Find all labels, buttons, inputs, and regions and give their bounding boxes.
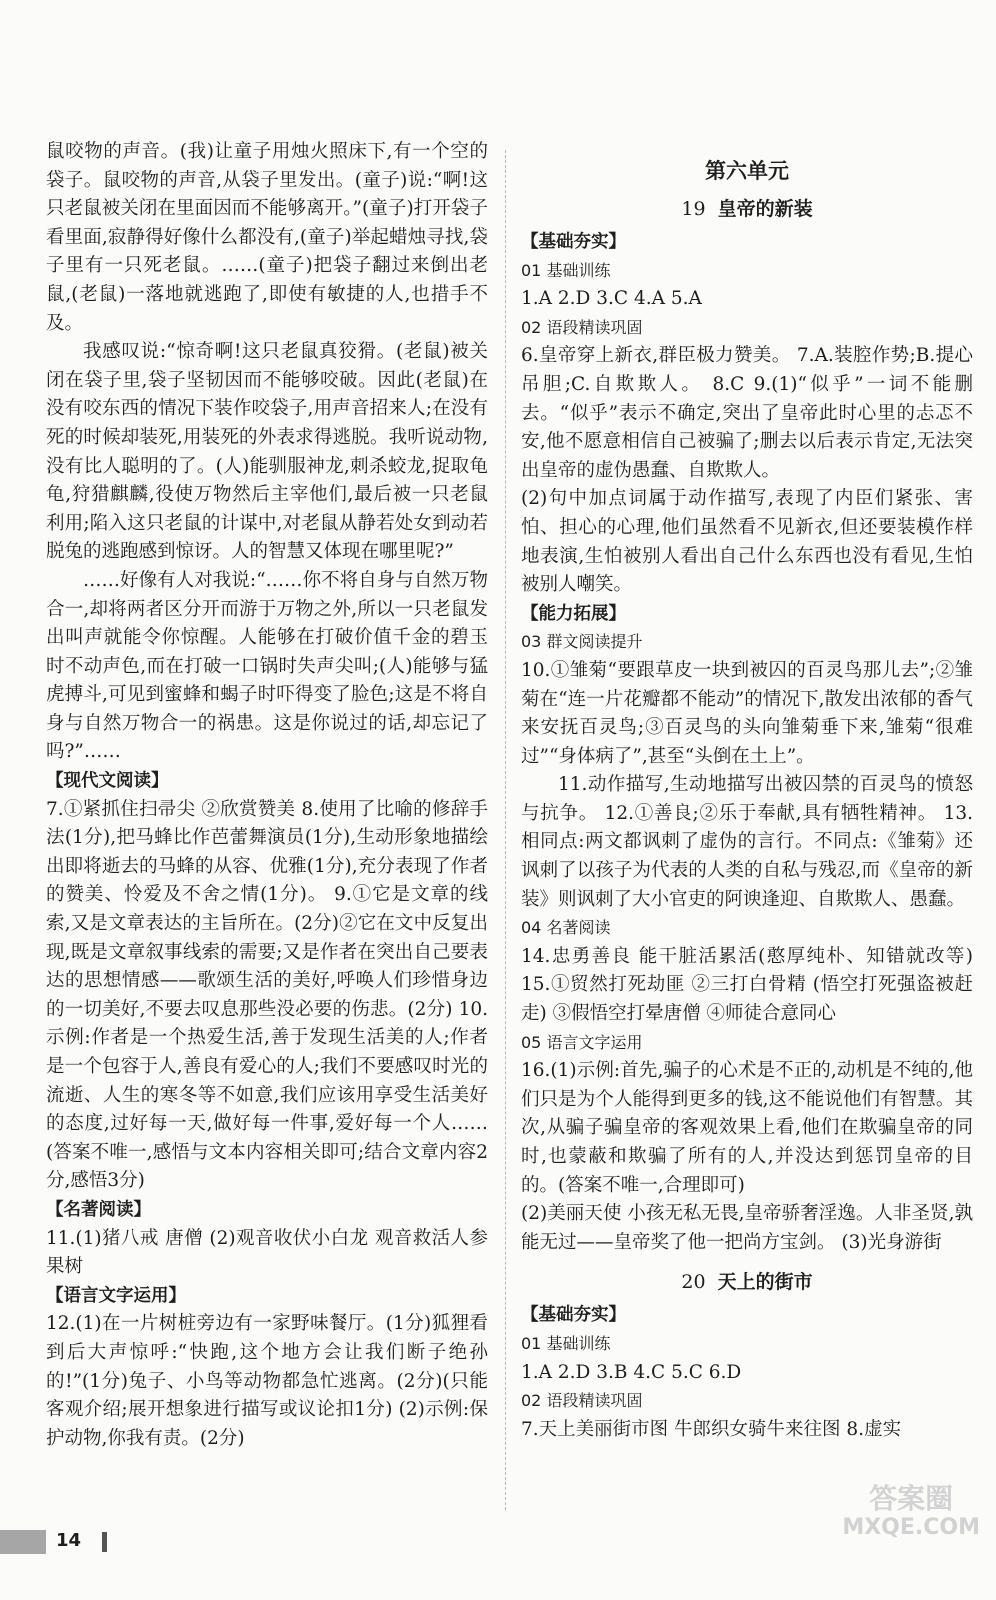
answer-paragraph: 1.A 2.D 3.C 4.A 5.A [521,288,702,310]
section-header-modern-reading: 【现代文阅读】 [46,771,169,792]
lesson-19-number: 19 [681,198,706,220]
lesson-19-content [521,228,973,1257]
section-header-classics-reading: 【名著阅读】 [46,1199,151,1220]
watermark-line-2: MXQE.COM [842,1515,980,1540]
answer-paragraph: 7.天上美丽街市图 牛郎织女骑牛来往图 8.虚实 [521,1418,902,1440]
answer-paragraph: 6.皇帝穿上新衣,群臣极力赞美。 7.A.装腔作势;B.提心吊胆;C.自欺欺人。 8.C 9.(1)“似乎”一词不能删去。“似乎”表示不确定,突出了皇帝此时心里的忐忑不安,他不愿意相信自己被骗了;删去以后表示肯定,无法突出皇帝的虚伪愚蠢、自欺欺人。 [521,345,973,481]
column-divider [505,150,506,1510]
left-column [46,138,488,1453]
watermark-logo [842,1482,980,1540]
section-header: 【基础夯实】 [521,232,626,252]
answer-paragraph: 14.忠勇善良 能干脏活累活(憨厚纯朴、知错就改等) 15.①贸然打死劫匪 ②三打白骨精 (悟空打死强盗被赶走) ③假悟空打晕唐僧 ④师徒合意同心 [521,945,973,1025]
paragraph-translation-2: 我感叹说:“惊奇啊!这只老鼠真狡猾。(老鼠)被关闭在袋子里,袋子坚韧因而不能够咬破。因此(老鼠)在没有咬东西的情况下装作咬袋子,用声音招来人;在没有死的时候却装死,用装死的外表求得逃脱。我听说动物,没有比人聪明的了。(人)能驯服神龙,刺杀蛟龙,捉取龟龟,狩猎麒麟,役使万物然后主宰他们,最后被一只老鼠利用;陷入这只老鼠的计谋中,对老鼠从静若处女到动若脱兔的逃跑感到惊讶。人的智慧又体现在哪里呢?” [46,341,488,563]
answer-paragraph: 10.①雏菊“要跟草皮一块到被囚的百灵鸟那儿去”;②雏菊在“连一片花瓣都不能动”的情况下,散发出浓郁的香气来安抚百灵鸟;③百灵鸟的头向雏菊垂下来,雏菊“很难过”“身体病了”,甚至“头倒在土上”。 [521,659,973,767]
lesson-20-content [521,1301,973,1444]
lesson-19-heading [521,192,973,226]
unit-title: 第六单元 [705,159,789,183]
answer-paragraph: (2)句中加点词属于动作描写,表现了内臣们紧张、害怕、担心的心理,他们虽然看不见新衣,但还要装模作样地表演,生怕被别人看出自己什么东西也没有看见,生怕被别人嘲笑。 [521,488,973,596]
lesson-20-number: 20 [681,1271,706,1294]
paragraph-translation-1: 鼠咬物的声音。(我)让童子用烛火照床下,有一个空的袋子。鼠咬物的声音,从袋子里发出。(童子)说:“啊!这只老鼠被关闭在里面因而不能够离开。”(童子)打开袋子看里面,寂静得好像什么都没有,(童子)举起蜡烛寻找,袋子里有一只死老鼠。……(童子)把袋子翻过来倒出老鼠,(老鼠)一落地就逃跑了,即使有敏捷的人,也措手不及。 [46,141,488,334]
lesson-20-heading [521,1265,973,1299]
page-number: 14 [56,1530,82,1551]
subsection-header: 02 语段精读巩固 [521,1391,643,1411]
lesson-19-title: 皇帝的新装 [717,198,813,220]
answer-paragraph: (2)美丽天使 小孩无私无畏,皇帝骄奢淫逸。人非圣贤,孰能无过——皇帝奖了他一把尚方宝剑。 (3)光身游街 [521,1203,973,1253]
section-header: 【基础夯实】 [521,1305,626,1326]
subsection-header: 02 语段精读巩固 [521,317,643,337]
answers-classics-reading: 11.(1)猪八戒 唐僧 (2)观音收伏小白龙 观音救活人参果树 [46,1227,488,1278]
subsection-header: 04 名著阅读 [521,918,611,938]
section-header-language-use: 【语言文字运用】 [46,1285,186,1306]
answers-language-use: 12.(1)在一片树桩旁边有一家野味餐厅。(1分)狐狸看到后大声惊呼:“快跑,这个地方会让我们断子绝孙的!”(1分)兔子、小鸟等动物都急忙逃离。(2分)(只能客观介绍;展开想象进行描写或议论扣1分) (2)示例:保护动物,你我有责。(2分) [46,1313,488,1449]
subsection-header: 01 基础训练 [521,260,611,280]
lesson-20-title: 天上的街市 [717,1271,813,1294]
answers-modern-reading: 7.①紧抓住扫帚尖 ②欣赏赞美 8.使用了比喻的修辞手法(1分),把马蜂比作芭蕾舞演员(1分),生动形象地描绘出即将逝去的马蜂的从容、优雅(1分),充分表现了作者的赞美、怜爱及不舍之情(1分)。 9.①它是文章的线索,又是文章表达的主旨所在。(2分)②它在文中反复出现,既是文章叙事线索的需要;又是作者在突出自己要表达的思想情感——歌颂生活的美好,呼唤人们珍惜身边的一切美好,不要去叹息那些没必要的伤悲。(2分) 10.示例:作者是一个热爱生活,善于发现生活美的人;作者是一个包容于人,善良有爱心的人;我们不要感叹时光的流逝、人生的寒冬等不如意,我们应该用享受生活美好的态度,过好每一天,做好每一件事,爱好每一个人……(答案不唯一,感悟与文本内容相关即可;结合文章内容2分,感悟3分) [46,798,488,1192]
watermark-line-1: 答案圈 [869,1482,954,1515]
paragraph-translation-3: ……好像有人对我说:“……你不将自身与自然万物合一,却将两者区分开而游于万物之外,所以一只老鼠发出叫声就能令你惊醒。人能够在打破价值千金的碧玉时不动声色,而在打破一口锅时失声尖叫;(人)能够与猛虎搏斗,可见到蜜蜂和蝎子时吓得变了脸色;这是不将自身与自然万物合一的祸患。这是你说过的话,却忘记了吗?”…… [46,569,488,763]
footer-mark [102,1532,107,1552]
right-column [521,138,973,1444]
answer-paragraph: 16.(1)示例:首先,骗子的心术是不正的,动机是不纯的,他们只是为个人能得到更多的钱,这不能说他们有智慧。其次,从骗子骗皇帝的客观效果上看,他们在欺骗皇帝的同时,也蒙蔽和欺骗了所有的人,并没达到惩罚皇帝的目的。(答案不唯一,合理即可) [521,1060,973,1196]
answer-paragraph: 1.A 2.D 3.B 4.C 5.C 6.D [521,1361,742,1383]
answer-paragraph: 11.动作描写,生动地描写出被囚禁的百灵鸟的愤怒与抗争。 12.①善良;②乐于奉献,具有牺牲精神。 13.相同点:两文都讽刺了虚伪的言行。不同点:《雏菊》还讽刺了以孩子为代表的人类的自私与残忍,而《皇帝的新装》则讽刺了大小官吏的阿谀逢迎、自欺欺人、愚蠢。 [521,774,973,910]
subsection-header: 05 语言文字运用 [521,1032,643,1052]
subsection-header: 03 群文阅读提升 [521,632,643,652]
section-header: 【能力拓展】 [521,603,626,624]
subsection-header: 01 基础训练 [521,1333,611,1353]
footer-bar [0,1530,46,1554]
